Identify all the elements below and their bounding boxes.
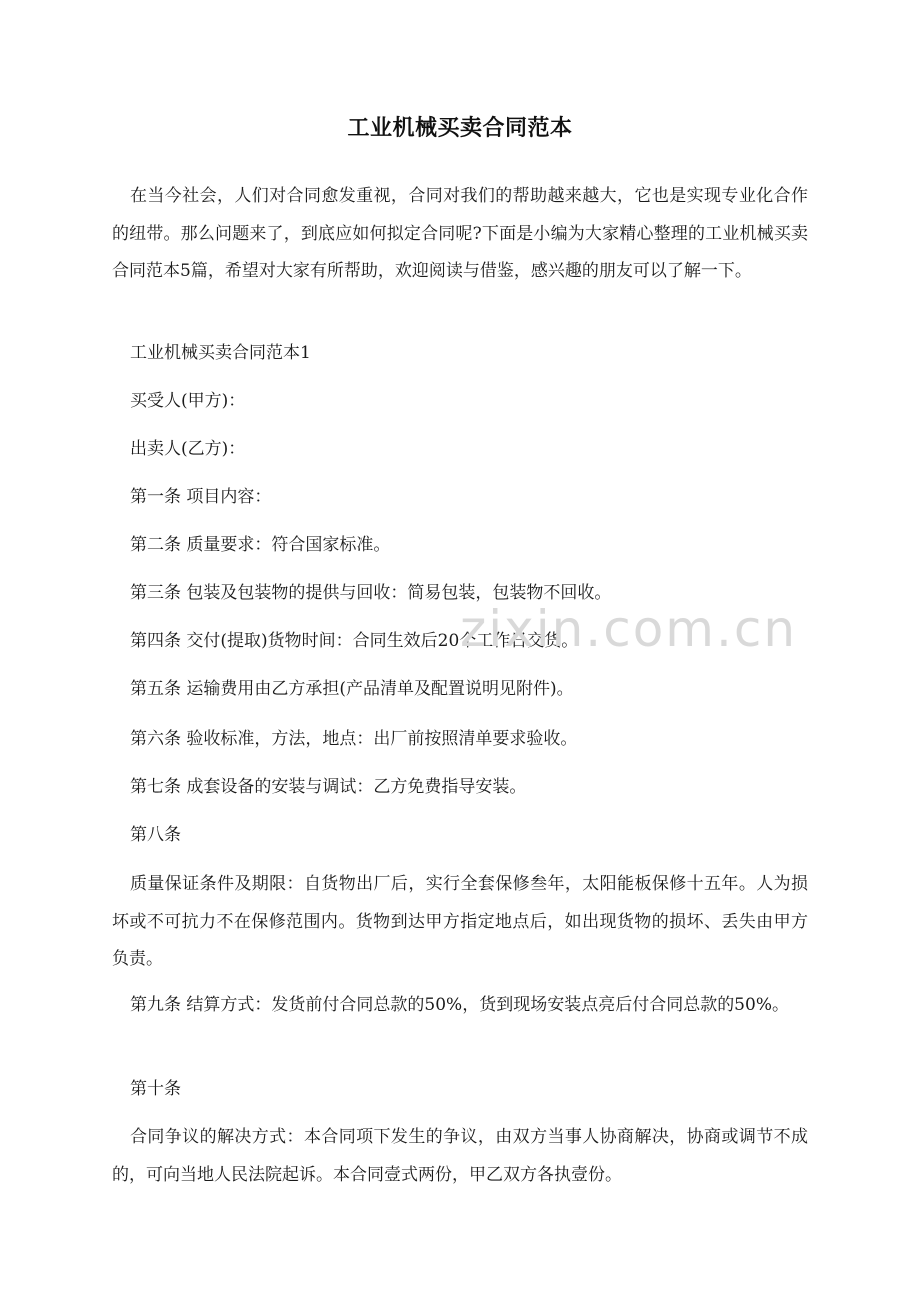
intro-paragraph: 在当今社会，人们对合同愈发重视，合同对我们的帮助越来越大，它也是实现专业化合作的纽带。那么问题来了，到底应如何拟定合同呢?下面是小编为大家精心整理的工业机械买卖合同范本5篇，希望对大家有所帮助，欢迎阅读与借鉴，感兴趣的朋友可以了解一下。: [112, 186, 808, 281]
section-heading: 工业机械买卖合同范本1: [130, 343, 311, 363]
article-5: 第五条 运输费用由乙方承担(产品清单及配置说明见附件)。: [130, 679, 574, 699]
seller-line: 出卖人(乙方)：: [130, 439, 246, 459]
article-10-heading: 第十条: [130, 1079, 181, 1099]
article-8-body: 质量保证条件及期限：自货物出厂后，实行全套保修叁年，太阳能板保修十五年。人为损坏或不可抗力不在保修范围内。货物到达甲方指定地点后，如出现货物的损坏、丢失由甲方负责。: [112, 874, 808, 969]
article-3: 第三条 包装及包装物的提供与回收：简易包装，包装物不回收。: [130, 583, 612, 603]
article-2: 第二条 质量要求：符合国家标准。: [130, 535, 391, 555]
document-title: 工业机械买卖合同范本: [347, 116, 573, 141]
watermark: zixin.com.cn: [460, 600, 798, 658]
article-7: 第七条 成套设备的安装与调试：乙方免费指导安装。: [130, 777, 527, 797]
article-6: 第六条 验收标准，方法，地点：出厂前按照清单要求验收。: [130, 729, 578, 749]
article-1: 第一条 项目内容：: [130, 487, 272, 507]
article-9: 第九条 结算方式：发货前付合同总款的50%，货到现场安装点亮后付合同总款的50%。: [130, 995, 789, 1015]
article-10-body: 合同争议的解决方式：本合同项下发生的争议，由双方当事人协商解决，协商或调节不成的，可向当地人民法院起诉。本合同壹式两份，甲乙双方各执壹份。: [112, 1127, 808, 1185]
article-8-heading: 第八条: [130, 825, 181, 845]
buyer-line: 买受人(甲方)：: [130, 391, 246, 411]
article-4: 第四条 交付(提取)货物时间：合同生效后20个工作日交货。: [130, 631, 579, 651]
